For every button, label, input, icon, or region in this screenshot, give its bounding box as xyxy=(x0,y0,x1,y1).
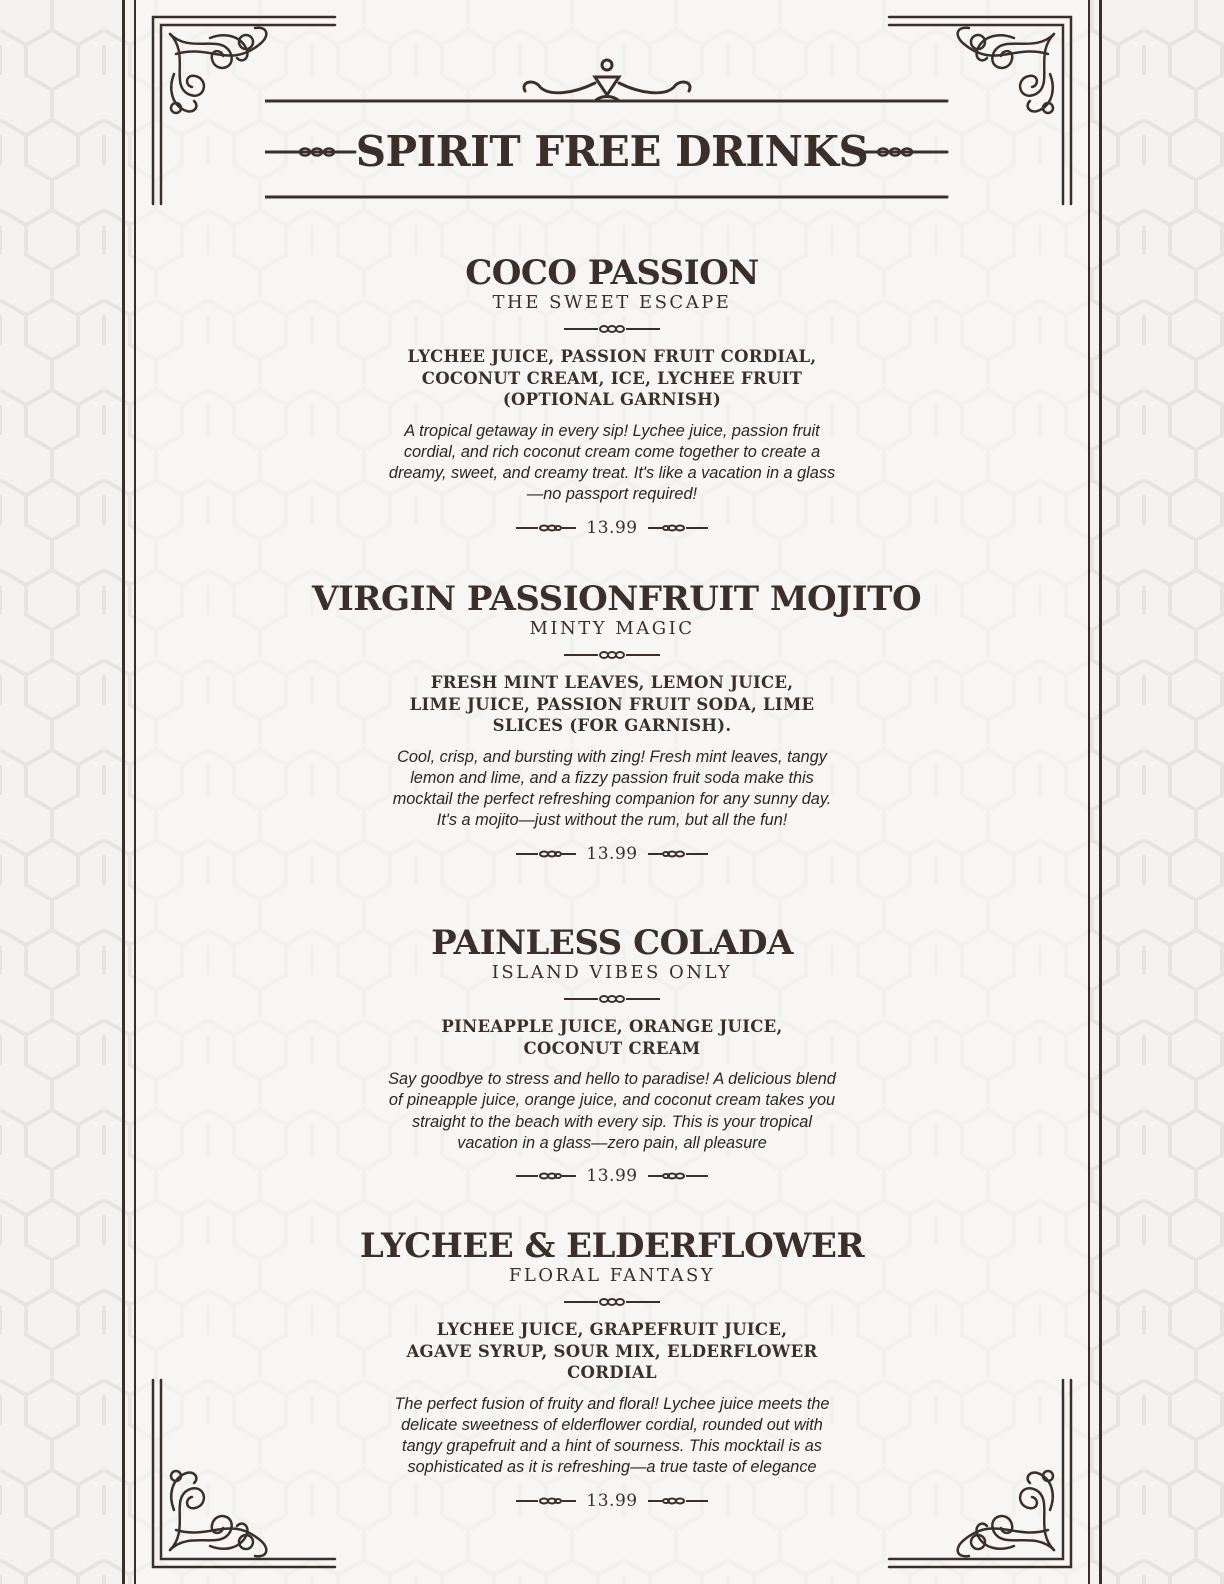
drink-tagline: THE SWEET ESCAPE xyxy=(492,292,732,313)
drink-item-virgin-passionfruit-mojito xyxy=(312,579,922,864)
frame-right-inner xyxy=(1088,0,1090,1584)
frame-left-outer xyxy=(122,0,125,1584)
divider-ornament xyxy=(562,1297,662,1307)
drink-description: A tropical getaway in every sip! Lychee juice, passion fruit cordial, and rich coconut cream come together to create a dreamy, sweet, and creamy treat. It's like a vacation in a glass—no passport required! xyxy=(388,421,836,504)
price-row xyxy=(312,1166,912,1186)
price-row xyxy=(312,1491,912,1511)
drink-tagline: MINTY MAGIC xyxy=(529,618,695,639)
drink-price: 13.99 xyxy=(586,517,638,538)
divider-ornament xyxy=(562,650,662,660)
drink-item-coco-passion xyxy=(312,254,912,538)
frame-right-outer xyxy=(1099,0,1102,1584)
price-flourish-left xyxy=(516,1496,576,1506)
frame-left-inner xyxy=(134,0,136,1584)
drink-name: VIRGIN PASSIONFRUIT MOJITO xyxy=(312,579,922,619)
drink-ingredients: LYCHEE JUICE, PASSION FRUIT CORDIAL, COCONUT CREAM, ICE, LYCHEE FRUIT (OPTIONAL GARNISH) xyxy=(407,347,817,409)
drink-description: The perfect fusion of fruity and floral! Lychee juice meets the delicate sweetness of elderflower cordial, rounded out with tangy grapefruit and a hint of sourness. This mocktail is as sophisticated as it is refreshing—a true taste of elegance xyxy=(394,1394,830,1477)
price-flourish-right xyxy=(648,1171,708,1181)
drink-price: 13.99 xyxy=(586,1490,638,1511)
drink-tagline: FLORAL FANTASY xyxy=(508,1265,716,1286)
drink-name: LYCHEE & ELDERFLOWER xyxy=(359,1226,865,1266)
price-row xyxy=(312,844,912,864)
price-flourish-right xyxy=(648,1496,708,1506)
drink-tagline: ISLAND VIBES ONLY xyxy=(491,962,733,983)
price-flourish-left xyxy=(516,523,576,533)
drink-item-painless-colada xyxy=(312,924,912,1186)
drink-name: PAINLESS COLADA xyxy=(431,923,793,963)
drink-description: Cool, crisp, and bursting with zing! Fresh mint leaves, tangy lemon and lime, and a fizzy passion fruit soda make this mocktail the perfect refreshing companion for any sunny day. It's a mojito—just without the rum, but all the fun! xyxy=(392,747,832,830)
divider-ornament xyxy=(562,324,662,334)
price-flourish-left xyxy=(516,1171,576,1181)
drink-price: 13.99 xyxy=(586,843,638,864)
drink-name: COCO PASSION xyxy=(465,253,759,293)
menu-title: SPIRIT FREE DRINKS xyxy=(355,127,869,176)
drink-description: Say goodbye to stress and hello to paradise! A delicious blend of pineapple juice, orange juice, and coconut cream takes you straight to the beach with every sip. This is your tropical vacation in a glass—zero pain, all pleasure xyxy=(388,1070,836,1152)
price-flourish-right xyxy=(648,523,708,533)
drink-item-lychee-elderflower xyxy=(312,1227,912,1511)
price-row xyxy=(312,518,912,538)
price-flourish-left xyxy=(516,849,576,859)
divider-ornament xyxy=(562,994,662,1004)
corner-ornament-bottom-right xyxy=(884,1370,1074,1570)
drink-price: 13.99 xyxy=(586,1166,638,1187)
drink-ingredients: PINEAPPLE JUICE, ORANGE JUICE, COCONUT CREAM xyxy=(441,1017,783,1058)
drink-ingredients: LYCHEE JUICE, GRAPEFRUIT JUICE, AGAVE SYRUP, SOUR MIX, ELDERFLOWER CORDIAL xyxy=(406,1320,818,1382)
price-flourish-right xyxy=(648,849,708,859)
drink-ingredients: FRESH MINT LEAVES, LEMON JUICE, LIME JUICE, PASSION FRUIT SODA, LIME SLICES (FOR GARNISH). xyxy=(409,673,815,735)
